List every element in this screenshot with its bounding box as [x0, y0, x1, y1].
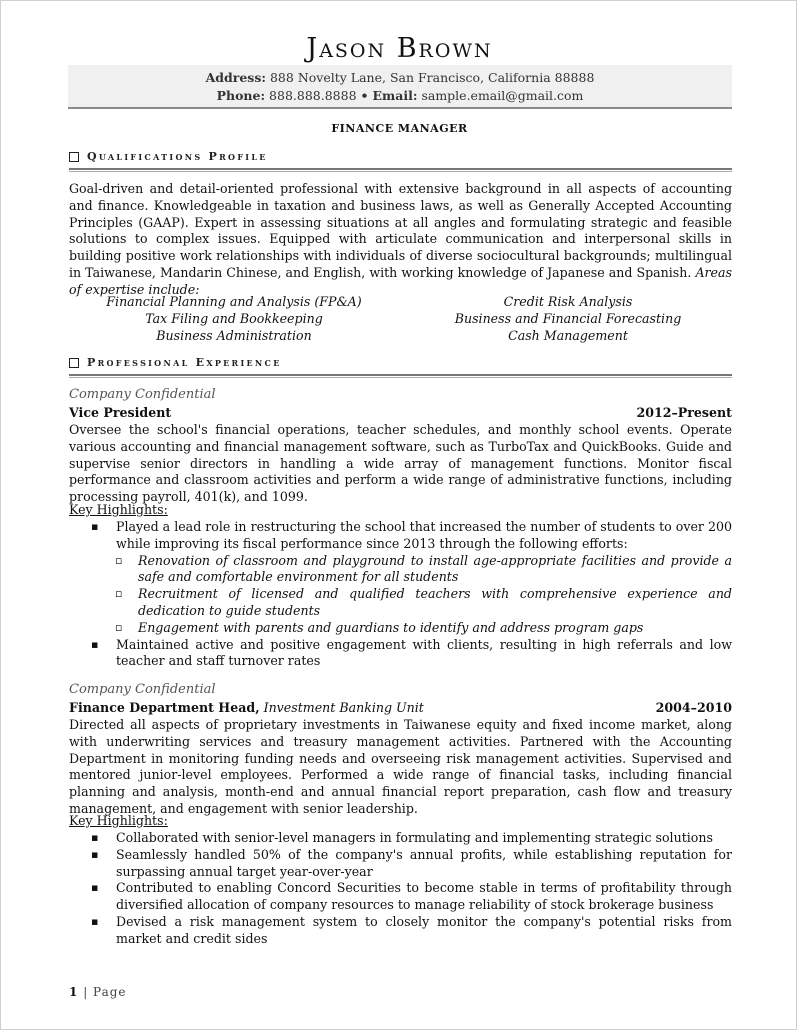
phone-label: Phone:: [216, 88, 266, 103]
expertise-item: Business and Financial Forecasting: [454, 311, 682, 326]
highlight-item: ▪ Collaborated with senior-level managers in formulating and implementing strategic solutions: [69, 830, 732, 847]
experience-section-header: [69, 356, 732, 378]
job-title: FINANCE MANAGER: [331, 122, 468, 135]
job-role-row: [69, 700, 732, 715]
company-name: Company Confidential: [69, 387, 216, 402]
section-heading-qualifications: Qualifications Profile: [87, 150, 268, 163]
highlight-item: ▪ Devised a risk management system to closely monitor the company's potential risks from market and credit sides: [69, 914, 732, 948]
expertise-item: Credit Risk Analysis: [503, 294, 633, 309]
contact-box: [68, 65, 732, 109]
sub-highlight-item: ▫ Renovation of classroom and playground to install age-appropriate facilities and provide a safe and comfortable environment for all students: [69, 553, 732, 587]
key-highlights-label: Key Highlights:: [69, 813, 168, 828]
highlight-item: ▪ Seamlessly handled 50% of the company's annual profits, while establishing reputation for surpassing annual target year-over-year: [69, 847, 732, 881]
expertise-column-left: [69, 293, 399, 344]
expertise-item: Financial Planning and Analysis (FP&A): [106, 294, 362, 309]
page-number: 1: [69, 985, 79, 999]
section-divider: [69, 168, 732, 172]
sub-highlight-item: ▫ Engagement with parents and guardians to identify and address program gaps: [69, 620, 732, 637]
key-highlights-label: Key Highlights:: [69, 502, 168, 517]
highlights-list: [69, 830, 732, 948]
expertise-column-right: [403, 293, 733, 344]
address-line: [68, 70, 732, 85]
candidate-name: Jason Brown: [306, 33, 493, 64]
phone-value: 888.888.8888: [269, 88, 357, 103]
job-role: Vice President: [69, 405, 172, 420]
page-label: | Page: [83, 985, 127, 999]
email-label: Email:: [372, 88, 418, 103]
summary-text: Goal-driven and detail-oriented professional with extensive background in all aspects of accounting and finance. Knowledgeable in taxation and business laws, as well as Generally Accepted Accounting Principles (GAAP). Expert in assessing situations at all angles and formulating strategic and feasible solutions to complex issues. Equipped with articulate communication and interpersonal skills in building positive work relationships with individuals of diverse sociocultural backgrounds; multilingual in Taiwanese, Mandarin Chinese, and English, with working knowledge of Japanese and Spanish.: [69, 181, 732, 280]
address-value: 888 Novelty Lane, San Francisco, California 88888: [269, 70, 595, 85]
highlight-item: ▪ Maintained active and positive engagement with clients, resulting in high referrals and low teacher and staff turnover rates: [69, 637, 732, 671]
page-footer: [69, 985, 127, 999]
address-label: Address:: [205, 70, 266, 85]
sub-highlight-item: ▫ Recruitment of licensed and qualified teachers with comprehensive experience and dedication to guide students: [69, 586, 732, 620]
email-value: sample.email@gmail.com: [421, 88, 584, 103]
checkbox-square-icon: [69, 152, 79, 162]
job-role-row: [69, 405, 732, 420]
expertise-item: Business Administration: [156, 328, 312, 343]
separator: •: [360, 88, 369, 103]
checkbox-square-icon: [69, 358, 79, 368]
job-description: Directed all aspects of proprietary investments in Taiwanese equity and fixed income market, along with underwriting services and treasury management activities. Partnered with the Accounting Department in monitoring funding needs and overseeing risk management activities. Supervised and mentored junior-level employees. Performed a wide range of financial tasks, including financial planning and analysis, month-end and annual financial report preparation, cash flow and treasury management, and engagement with senior leadership.: [69, 717, 732, 816]
company-name: Company Confidential: [69, 682, 216, 697]
job-unit: Investment Banking Unit: [263, 700, 424, 715]
qualifications-section-header: [69, 150, 732, 172]
expertise-item: Cash Management: [508, 328, 628, 343]
job-dates: 2012–Present: [636, 405, 732, 420]
expertise-item: Tax Filing and Bookkeeping: [145, 311, 323, 326]
qualifications-summary: [69, 181, 732, 299]
highlights-list: [69, 519, 732, 670]
highlight-item: ▪ Contributed to enabling Concord Securities to become stable in terms of profitability through diversified allocation of company resources to manage reliability of stock brokerage business: [69, 880, 732, 914]
job-role: Finance Department Head,: [69, 700, 260, 715]
section-heading-experience: Professional Experience: [87, 356, 282, 369]
expertise-list: [69, 293, 732, 345]
section-divider: [69, 374, 732, 378]
job-dates: 2004–2010: [655, 700, 732, 715]
expertise-intro: Areas of expertise include:: [69, 264, 732, 297]
job-description: Oversee the school's financial operations, teacher schedules, and monthly school events. Operate various accounting and financial management software, such as TurboTax and QuickBooks. Guide and supervise senior directors in handling a wide array of management functions. Monitor fiscal performance and classroom activities and perform a wide range of administrative functions, including processing payroll, 401(k), and 1099.: [69, 422, 732, 505]
phone-email-line: [68, 88, 732, 103]
highlight-item: ▪ Played a lead role in restructuring the school that increased the number of students to over 200 while improving its fiscal performance since 2013 through the following efforts:: [69, 519, 732, 553]
